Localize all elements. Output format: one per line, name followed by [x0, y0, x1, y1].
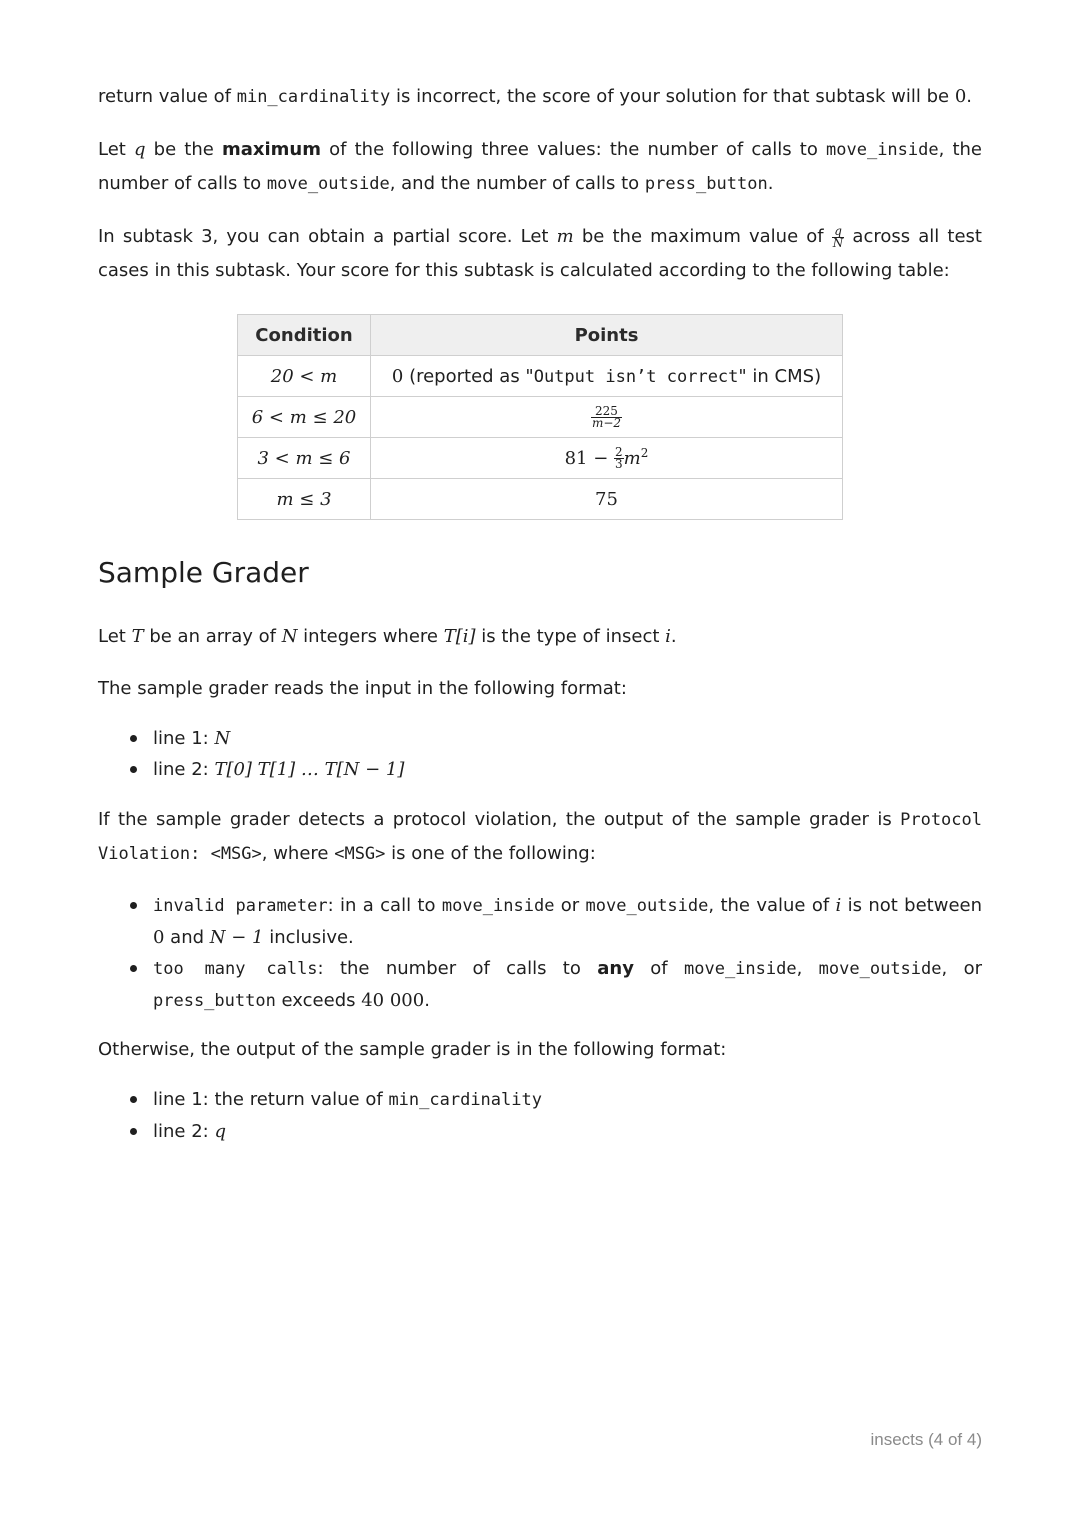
condition-cell: 20 < m — [238, 356, 371, 397]
list-item: invalid parameter: in a call to move_inside or move_outside, the value of i is not between 0 and N − 1 inclusive. — [98, 890, 982, 953]
table-row — [238, 397, 843, 438]
list-item: too many calls: the number of calls to any of move_inside, move_outside, or press_button exceeds 40 000. — [98, 953, 982, 1017]
header-condition: Condition — [238, 315, 371, 356]
paragraph-output-intro: Otherwise, the output of the sample grader is in the following format: — [98, 1039, 727, 1060]
score-table — [237, 314, 843, 520]
paragraph-protocol-violation: If the sample grader detects a protocol violation, the output of the sample grader is Protocol Violation: <MSG>, where <MSG> is one of the following: — [98, 809, 982, 864]
paragraph-score-zero: return value of min_cardinality is incorrect, the score of your solution for that subtask will be 0. — [98, 86, 972, 107]
table-row — [238, 479, 843, 520]
table-row — [238, 356, 843, 397]
points-cell: 75 — [371, 479, 843, 520]
header-points: Points — [371, 315, 843, 356]
paragraph-partial-score: In subtask 3, you can obtain a partial score. Let m be the maximum value of $\frac{q}{N}$ across all test cases in this subtask. Your score for this subtask is calculated according to the following table: — [98, 223, 982, 281]
violation-list — [98, 890, 982, 1017]
condition-cell: 3 < m ≤ 6 — [238, 438, 371, 479]
paragraph-q-definition: Let q be the maximum of the following three values: the number of calls to move_inside, the number of calls to move_outside, and the number of calls to press_button. — [98, 139, 983, 194]
points-cell: $\frac{225}{m-2}$ — [371, 397, 843, 438]
condition-cell: 6 < m ≤ 20 — [238, 397, 371, 438]
points-cell: 0 (reported as "Output isn’t correct" in CMS) — [371, 356, 843, 397]
fraction-q-over-n: $\frac{q}{N}$ — [832, 223, 844, 250]
table-row — [238, 438, 843, 479]
page-footer: insects (4 of 4) — [870, 1430, 982, 1449]
code-min-cardinality: min_cardinality — [236, 87, 391, 107]
condition-cell: m ≤ 3 — [238, 479, 371, 520]
input-format-list — [98, 723, 982, 785]
list-item: line 2: q — [98, 1116, 982, 1147]
paragraph-input-intro: The sample grader reads the input in the following format: — [98, 678, 627, 699]
points-cell: 81 − $\frac{2}{3}$ $m^2$ — [371, 438, 843, 479]
output-format-list — [98, 1084, 982, 1147]
list-item: line 1: N — [98, 723, 982, 754]
list-item: line 1: the return value of min_cardinality — [98, 1084, 982, 1116]
list-item: line 2: T[0] T[1] … T[N − 1] — [98, 754, 982, 785]
paragraph-array-definition: Let T be an array of N integers where T[i] is the type of insect i. — [98, 626, 677, 647]
table-header-row — [238, 315, 843, 356]
section-heading-sample-grader: Sample Grader — [98, 556, 309, 589]
